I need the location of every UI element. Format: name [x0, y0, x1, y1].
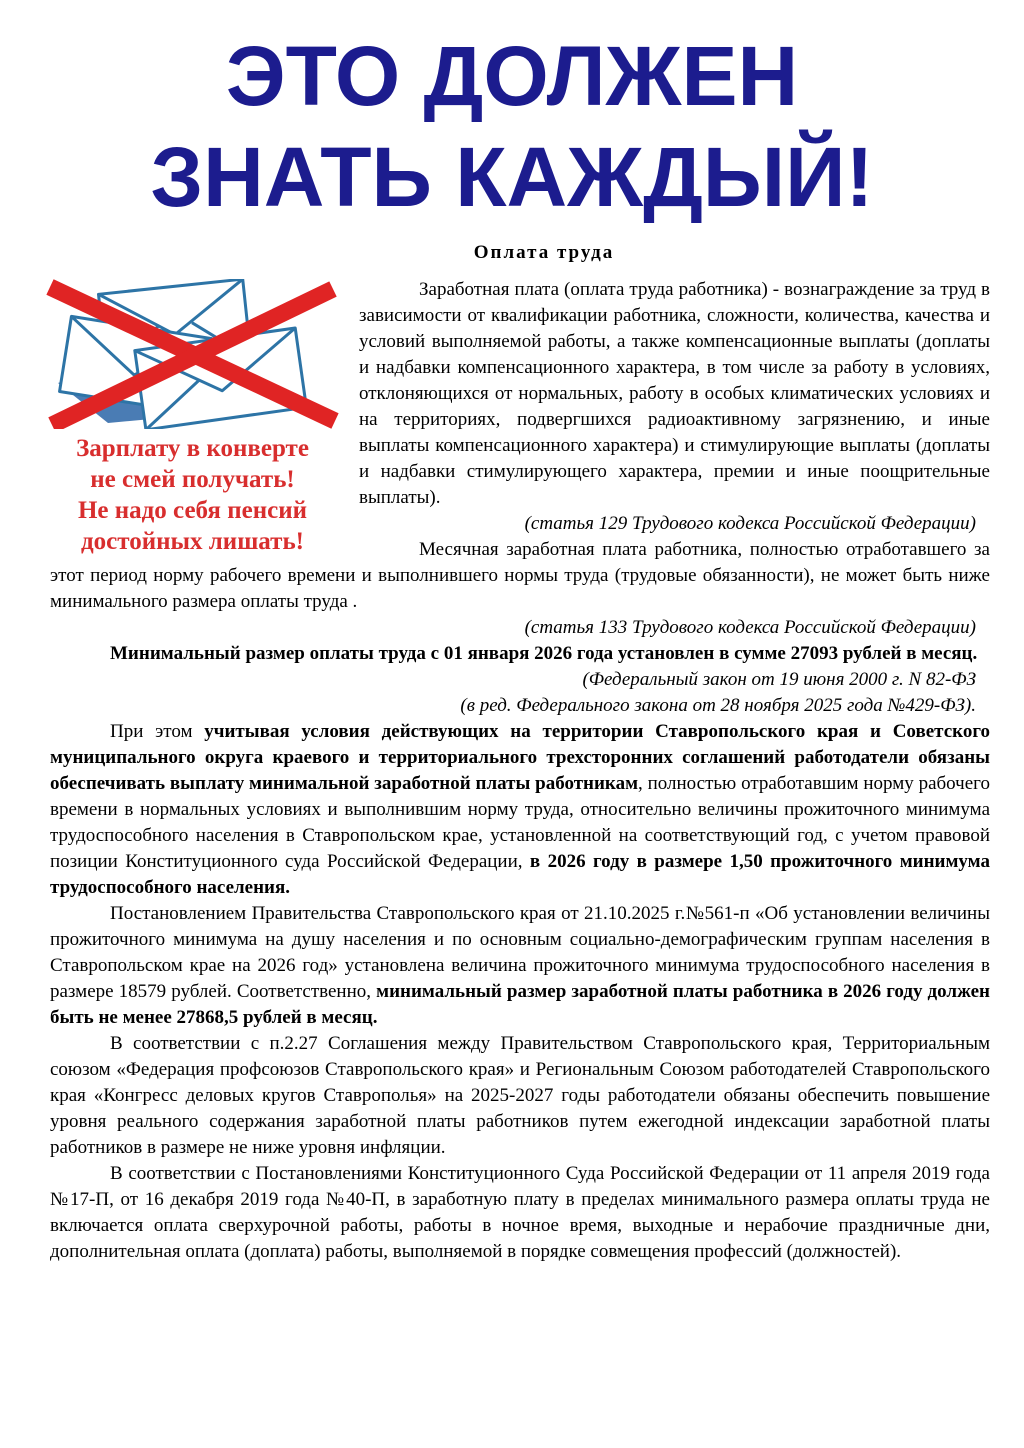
title-line1: ЭТО ДОЛЖЕН — [225, 29, 799, 123]
document-body — [50, 277, 990, 1265]
title-line2: ЗНАТЬ КАЖДЫЙ! — [150, 130, 874, 224]
citation-article-133: (статья 133 Трудового кодекса Российской Федерации) — [524, 617, 976, 638]
citation-federal-law-1: (Федеральный закон от 19 июня 2000 г. N 82-ФЗ — [582, 669, 976, 690]
paragraph-minimum-wage-2026: Минимальный размер оплаты труда с 01 января 2026 года установлен в сумме 27093 рублей в месяц. — [110, 643, 978, 664]
paragraph-subsistence-minimum: Постановлением Правительства Ставропольского края от 21.10.2025 г.№561-п «Об установлении величины прожиточного минимума на душу населения и по основным социально-демографическим группам населения в Ставропольском крае на 2026 год» установлена величина прожиточного минимума трудоспособного населения в размере 18579 рублей. Соответственно, минимальный размер заработной платы работника в 2026 году должен быть не менее 27868,5 рублей в месяц. — [50, 903, 990, 1028]
paragraph-constitutional-court: В соответствии с Постановлениями Конституционного Суда Российской Федерации от 11 апреля 2019 года №17-П, от 16 декабря 2019 года №40-П, в заработную плату в пределах минимального размера оплаты труда не включается оплата сверхурочной работы, работы в ночное время, выходные и нерабочие праздничные дни, дополнительная оплата (доплата) работы, выполняемой в порядке совмещения профессий (должностей). — [50, 1163, 990, 1262]
citation-federal-law-2: (в ред. Федерального закона от 28 ноября 2025 года №429-ФЗ). — [460, 695, 976, 716]
paragraph-wage-definition: Заработная плата (оплата труда работника) - вознаграждение за труд в зависимости от квалификации работника, сложности, количества, качества и условий выполняемой работы, а также компенсационные выплаты (доплаты и надбавки компенсационного характера, в том числе за работу в условиях, отклоняющихся от нормальных, работу в особых климатических условиях и на территориях, подвергшихся радиоактивному загрязнению, и иные выплаты компенсационного характера) и стимулирующие выплаты (доплаты и надбавки стимулирующего характера, премии и иные поощрительные выплаты). — [359, 279, 990, 508]
caption-line-2: не смей получать! — [90, 466, 295, 493]
paragraph-regional-agreements: При этом учитывая условия действующих на территории Ставропольского края и Советского муниципального округа краевого и территориального трехсторонних соглашений работодатели обязаны обеспечивать выплату минимальной заработной платы работникам, полностью отработавшим норму рабочего времени в нормальных условиях и выполнившим норму труда, относительно величины прожиточного минимума трудоспособного населения в Ставропольском крае, установленной на соответствующий год, с учетом правовой позиции Конституционного суда Российской Федерации, в 2026 году в размере 1,50 прожиточного минимума трудоспособного населения. — [50, 721, 990, 898]
caption-line-3: Не надо себя пенсий — [77, 497, 308, 524]
section-subtitle: Оплата труда — [473, 242, 615, 263]
envelope-warning-caption — [40, 433, 345, 557]
caption-line-1: Зарплату в конверте — [76, 435, 309, 462]
paragraph-monthly-wage: Месячная заработная плата работника, полностью отработавшего за этот период норму рабочего времени и выполнившего нормы труда (трудовые обязанности), не может быть ниже минимального размера оплаты труда . — [50, 539, 990, 612]
page-title — [0, 26, 1024, 228]
paragraph-indexation-agreement: В соответствии с п.2.27 Соглашения между Правительством Ставропольского края, Территориальным союзом «Федерация профсоюзов Ставропольского края» и Региональным Союзом работодателей Ставропольского края «Конгресс деловых кругов Ставрополья» на 2025-2027 годы работодатели обязаны обеспечить повышение уровня реального содержания заработной платы работников путем ежегодной индексации заработной платы работников в размере не ниже уровня инфляции. — [50, 1033, 990, 1158]
citation-article-129: (статья 129 Трудового кодекса Российской Федерации) — [524, 513, 976, 534]
crossed-envelopes-icon — [40, 279, 345, 429]
no-envelope-figure — [40, 279, 345, 557]
caption-line-4: достойных лишать! — [81, 528, 304, 555]
